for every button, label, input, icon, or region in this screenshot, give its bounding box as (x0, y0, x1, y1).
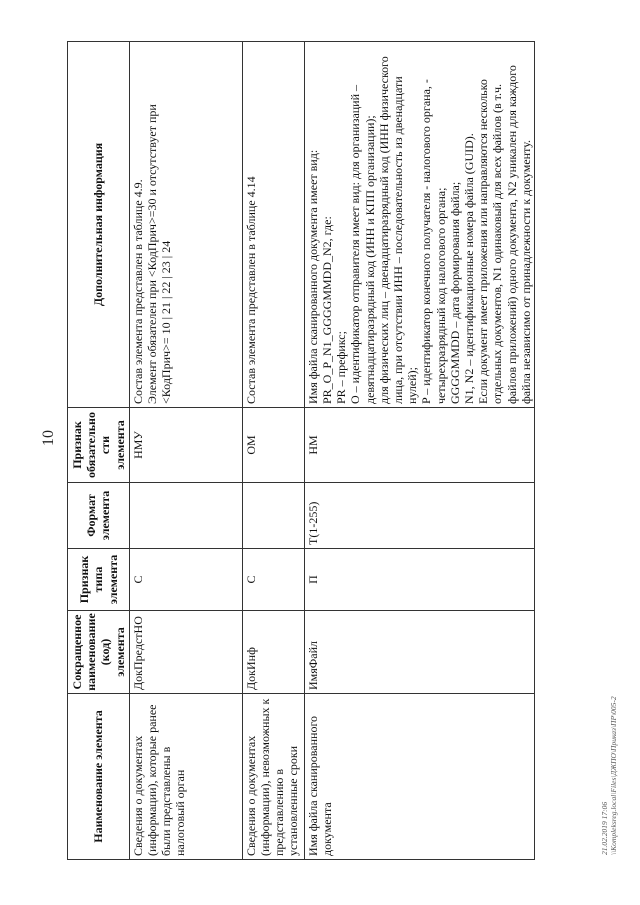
cell-element-name: Сведения о документах (информации), которые ранее были представлены в налоговый орган (129, 694, 242, 860)
info-line: Если документ имеет приложения или направляются несколько отдельных документов, N1 одинаковый для всех файлов (в т.ч. файлов приложений) одного документа, N2 уникален для каждого файла независимо от принадлежности к документу. (476, 65, 533, 404)
page-number: 10 (40, 430, 57, 446)
info-line: N1, N2 – идентификационные номера файла (GUID). (462, 133, 477, 404)
header-element-format: Формат элемента (68, 483, 130, 549)
info-line: для физических лиц – двенадцатиразрядный код (ИНН физического лица, при отсутствии ИНН – последовательность из двенадцати нулей); (376, 56, 420, 404)
cell-element-name: Сведения о документах (информации), невозможных к представлению в установленные сроки (242, 694, 304, 860)
header-element-type: Признак типа элемента (68, 549, 130, 611)
header-element-code: Сокращенное наименование (код) элемента (68, 611, 130, 694)
table-row (242, 42, 304, 860)
cell-element-type: П (304, 549, 534, 611)
element-table (67, 41, 535, 860)
info-line: GGGGMMDD – дата формирования файла; (447, 181, 462, 404)
info-line: Элемент обязателен при <КодПрич>=30 и отсутствует при (145, 104, 160, 404)
cell-element-format (242, 483, 304, 549)
cell-element-required: ОМ (242, 408, 304, 483)
cell-element-code: ИмяФайл (304, 611, 534, 694)
info-line: Состав элемента представлен в таблице 4.9. (130, 179, 145, 404)
info-line: Состав элемента представлен в таблице 4.14 (243, 176, 258, 404)
info-line: PR_O_P_N1_GGGGMMDD_N2, где: (320, 216, 335, 404)
info-line: PR – префикс; (334, 331, 349, 404)
table-row (129, 42, 242, 860)
info-line: <КодПрич>= 10 | 21 | 22 | 23 | 24 (159, 240, 174, 404)
element-table-container (67, 42, 535, 860)
cell-additional-info (304, 42, 534, 408)
footer-file-path: \\Kompleksreg.local\Files\ДЖПО\Приказ\ПР\005-2 (609, 696, 618, 855)
cell-element-code: ДокПредстНО (129, 611, 242, 694)
cell-additional-info (129, 42, 242, 408)
cell-element-format: T(1-255) (304, 483, 534, 549)
header-element-name: Наименование элемента (68, 694, 130, 860)
header-additional-info: Дополнительная информация (68, 42, 130, 408)
info-line: P – идентификатор конечного получателя - налогового органа, - четырехразрядный код налогового органа; (419, 79, 448, 404)
footer-note (600, 696, 618, 855)
cell-element-required: НМ (304, 408, 534, 483)
cell-element-format (129, 483, 242, 549)
cell-element-type: С (242, 549, 304, 611)
info-line: Имя файла сканированного документа имеет вид: (305, 149, 320, 404)
footer-timestamp: 21.02.2019 17:06 (600, 801, 609, 855)
cell-additional-info (242, 42, 304, 408)
cell-element-type: С (129, 549, 242, 611)
table-header-row (68, 42, 130, 860)
table-row (304, 42, 534, 860)
header-element-required: Признак обязательности элемента (68, 408, 130, 483)
cell-element-required: НМУ (129, 408, 242, 483)
info-line: O – идентификатор отправителя имеет вид: для организаций – девятнадцатиразрядный код (ИНН и КПП организации); (348, 84, 377, 404)
cell-element-code: ДокИнф (242, 611, 304, 694)
cell-element-name: Имя файла сканированного документа (304, 694, 534, 860)
